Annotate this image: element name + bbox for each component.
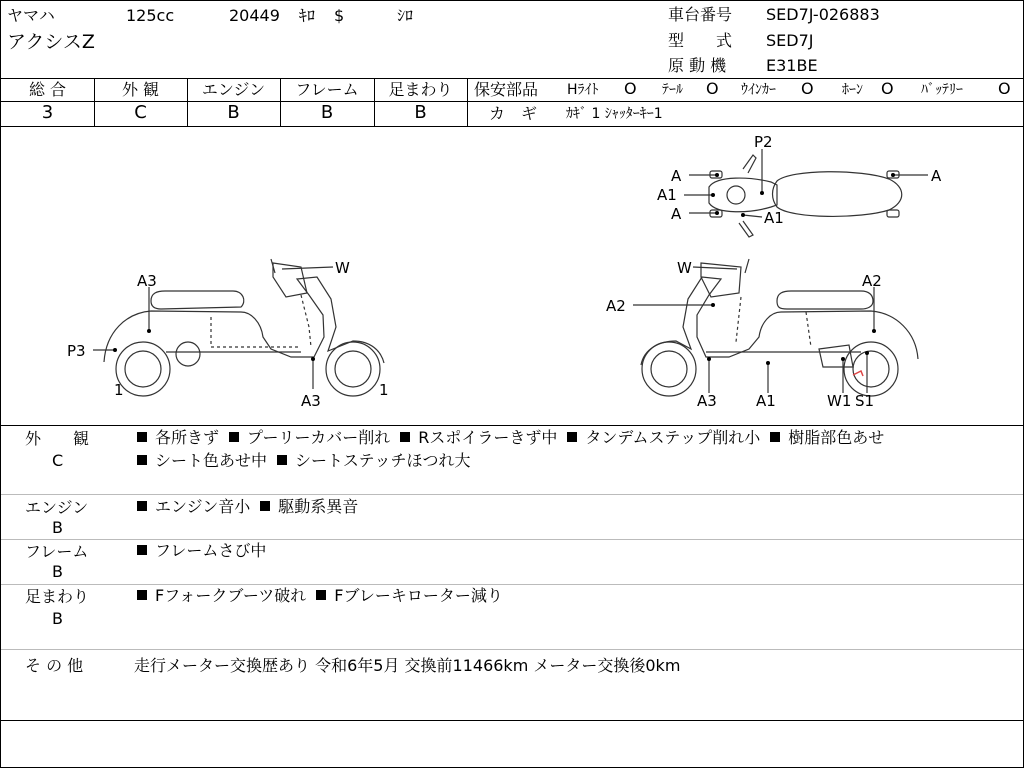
tail-label: ﾃｰﾙ bbox=[662, 82, 683, 98]
damage-diagram bbox=[1, 127, 1023, 425]
other-remarks-label: そ の 他 bbox=[25, 656, 84, 675]
type-value: SED7J bbox=[766, 31, 814, 50]
diagram-label: P3 bbox=[67, 342, 86, 360]
battery-label: ﾊﾞｯﾃﾘｰ bbox=[921, 82, 963, 98]
exterior-remarks-line1 bbox=[137, 429, 894, 447]
exterior-remarks-line2 bbox=[137, 452, 481, 470]
horn-status: O bbox=[881, 79, 894, 98]
engine-grade: B bbox=[227, 102, 240, 123]
diagram-label: A bbox=[671, 205, 682, 223]
other-remarks: 走行メーター交換歴あり 令和6年5月 交換前11466km メーター交換後0km bbox=[134, 656, 681, 675]
diagram-label: A bbox=[931, 167, 942, 185]
diagram-label: W1 bbox=[827, 392, 852, 410]
frame-grade: B bbox=[320, 102, 334, 123]
frame-no-label: 車台番号 bbox=[668, 5, 733, 24]
diagram-label: 1 bbox=[114, 381, 124, 399]
diagram-label: A1 bbox=[764, 209, 784, 227]
remark-item: 各所きず bbox=[155, 428, 220, 447]
frame-no: SED7J-026883 bbox=[766, 5, 880, 24]
suspension-remarks bbox=[137, 587, 513, 605]
diagram-label: A3 bbox=[697, 392, 717, 410]
exterior-grade-label: 外 観 bbox=[121, 80, 160, 99]
frame-remarks-grade: B bbox=[52, 562, 63, 581]
exterior-remarks-label: 外 観 bbox=[25, 429, 90, 448]
diagram-label: A3 bbox=[137, 272, 157, 290]
diagram-label: 1 bbox=[379, 381, 389, 399]
overall-grade: 3 bbox=[41, 102, 54, 123]
key-label: カ ギ bbox=[489, 104, 538, 123]
diagram-label: W bbox=[335, 259, 350, 277]
exterior-grade: C bbox=[134, 102, 147, 123]
overall-grade-label: 総 合 bbox=[28, 80, 67, 99]
diagram-label: A bbox=[671, 167, 682, 185]
color: ｼﾛ bbox=[397, 6, 414, 25]
maker: ヤマハ bbox=[7, 6, 55, 25]
horn-label: ﾎｰﾝ bbox=[842, 82, 863, 98]
displacement: 125cc bbox=[126, 6, 175, 25]
mileage-flag: $ bbox=[334, 6, 345, 25]
diagram-label: A3 bbox=[301, 392, 321, 410]
remark-item: シートステッチほつれ大 bbox=[295, 451, 471, 470]
engine-remarks-grade: B bbox=[52, 518, 63, 537]
frame-remarks bbox=[137, 542, 276, 560]
suspension-grade: B bbox=[414, 102, 427, 123]
tail-status: O bbox=[706, 79, 719, 98]
remark-item: エンジン音小 bbox=[155, 497, 251, 516]
divider bbox=[1, 78, 1023, 79]
diagram-label: P2 bbox=[754, 133, 773, 151]
suspension-remarks-grade: B bbox=[52, 609, 63, 628]
winker-label: ｳｲﾝｶｰ bbox=[741, 82, 776, 98]
key-value: ｶｷﾞ 1 ｼｬｯﾀｰｷｰ1 bbox=[566, 106, 663, 122]
scooter-top-view bbox=[709, 155, 902, 237]
remark-item: フレームさび中 bbox=[155, 541, 267, 560]
suspension-grade-label: 足まわり bbox=[388, 80, 453, 99]
frame-grade-label: フレーム bbox=[295, 80, 359, 99]
battery-status: O bbox=[998, 79, 1011, 98]
mileage: 20449 bbox=[229, 6, 280, 25]
diagram-label: S1 bbox=[855, 392, 875, 410]
diagram-label: A2 bbox=[606, 297, 626, 315]
diagram-label: A1 bbox=[657, 186, 677, 204]
remark-item: タンデムステップ削れ小 bbox=[585, 428, 761, 447]
engine-remarks-label: エンジン bbox=[25, 498, 89, 517]
remark-item: プーリーカバー削れ bbox=[247, 428, 391, 447]
engine-grade-label: エンジン bbox=[201, 80, 266, 99]
remark-item: Fフォークブーツ破れ bbox=[155, 586, 307, 605]
headlight-label: Hﾗｲﾄ bbox=[567, 82, 599, 98]
mileage-unit: ｷﾛ bbox=[299, 6, 316, 25]
model-name: アクシスZ bbox=[7, 31, 95, 53]
diagram-label: W bbox=[677, 259, 692, 277]
engine-remarks bbox=[137, 498, 368, 516]
remark-item: シート色あせ中 bbox=[155, 451, 268, 470]
suspension-remarks-label: 足まわり bbox=[25, 587, 90, 606]
engine-model-label: 原 動 機 bbox=[668, 56, 727, 75]
winker-status: O bbox=[801, 79, 814, 98]
remark-item: 駆動系異音 bbox=[278, 497, 359, 516]
engine-model: E31BE bbox=[766, 56, 818, 75]
remark-item: Rスポイラーきず中 bbox=[418, 428, 558, 447]
diagram-label: A2 bbox=[862, 272, 882, 290]
type-label: 型 式 bbox=[668, 31, 733, 50]
remark-item: 樹脂部色あせ bbox=[788, 428, 885, 447]
exterior-remarks-grade: C bbox=[52, 451, 64, 470]
remark-item: Fブレーキローター減り bbox=[334, 586, 503, 605]
frame-remarks-label: フレーム bbox=[25, 542, 89, 561]
diagram-label: A1 bbox=[756, 392, 776, 410]
safety-label: 保安部品 bbox=[474, 80, 539, 99]
headlight-status: O bbox=[624, 79, 637, 98]
